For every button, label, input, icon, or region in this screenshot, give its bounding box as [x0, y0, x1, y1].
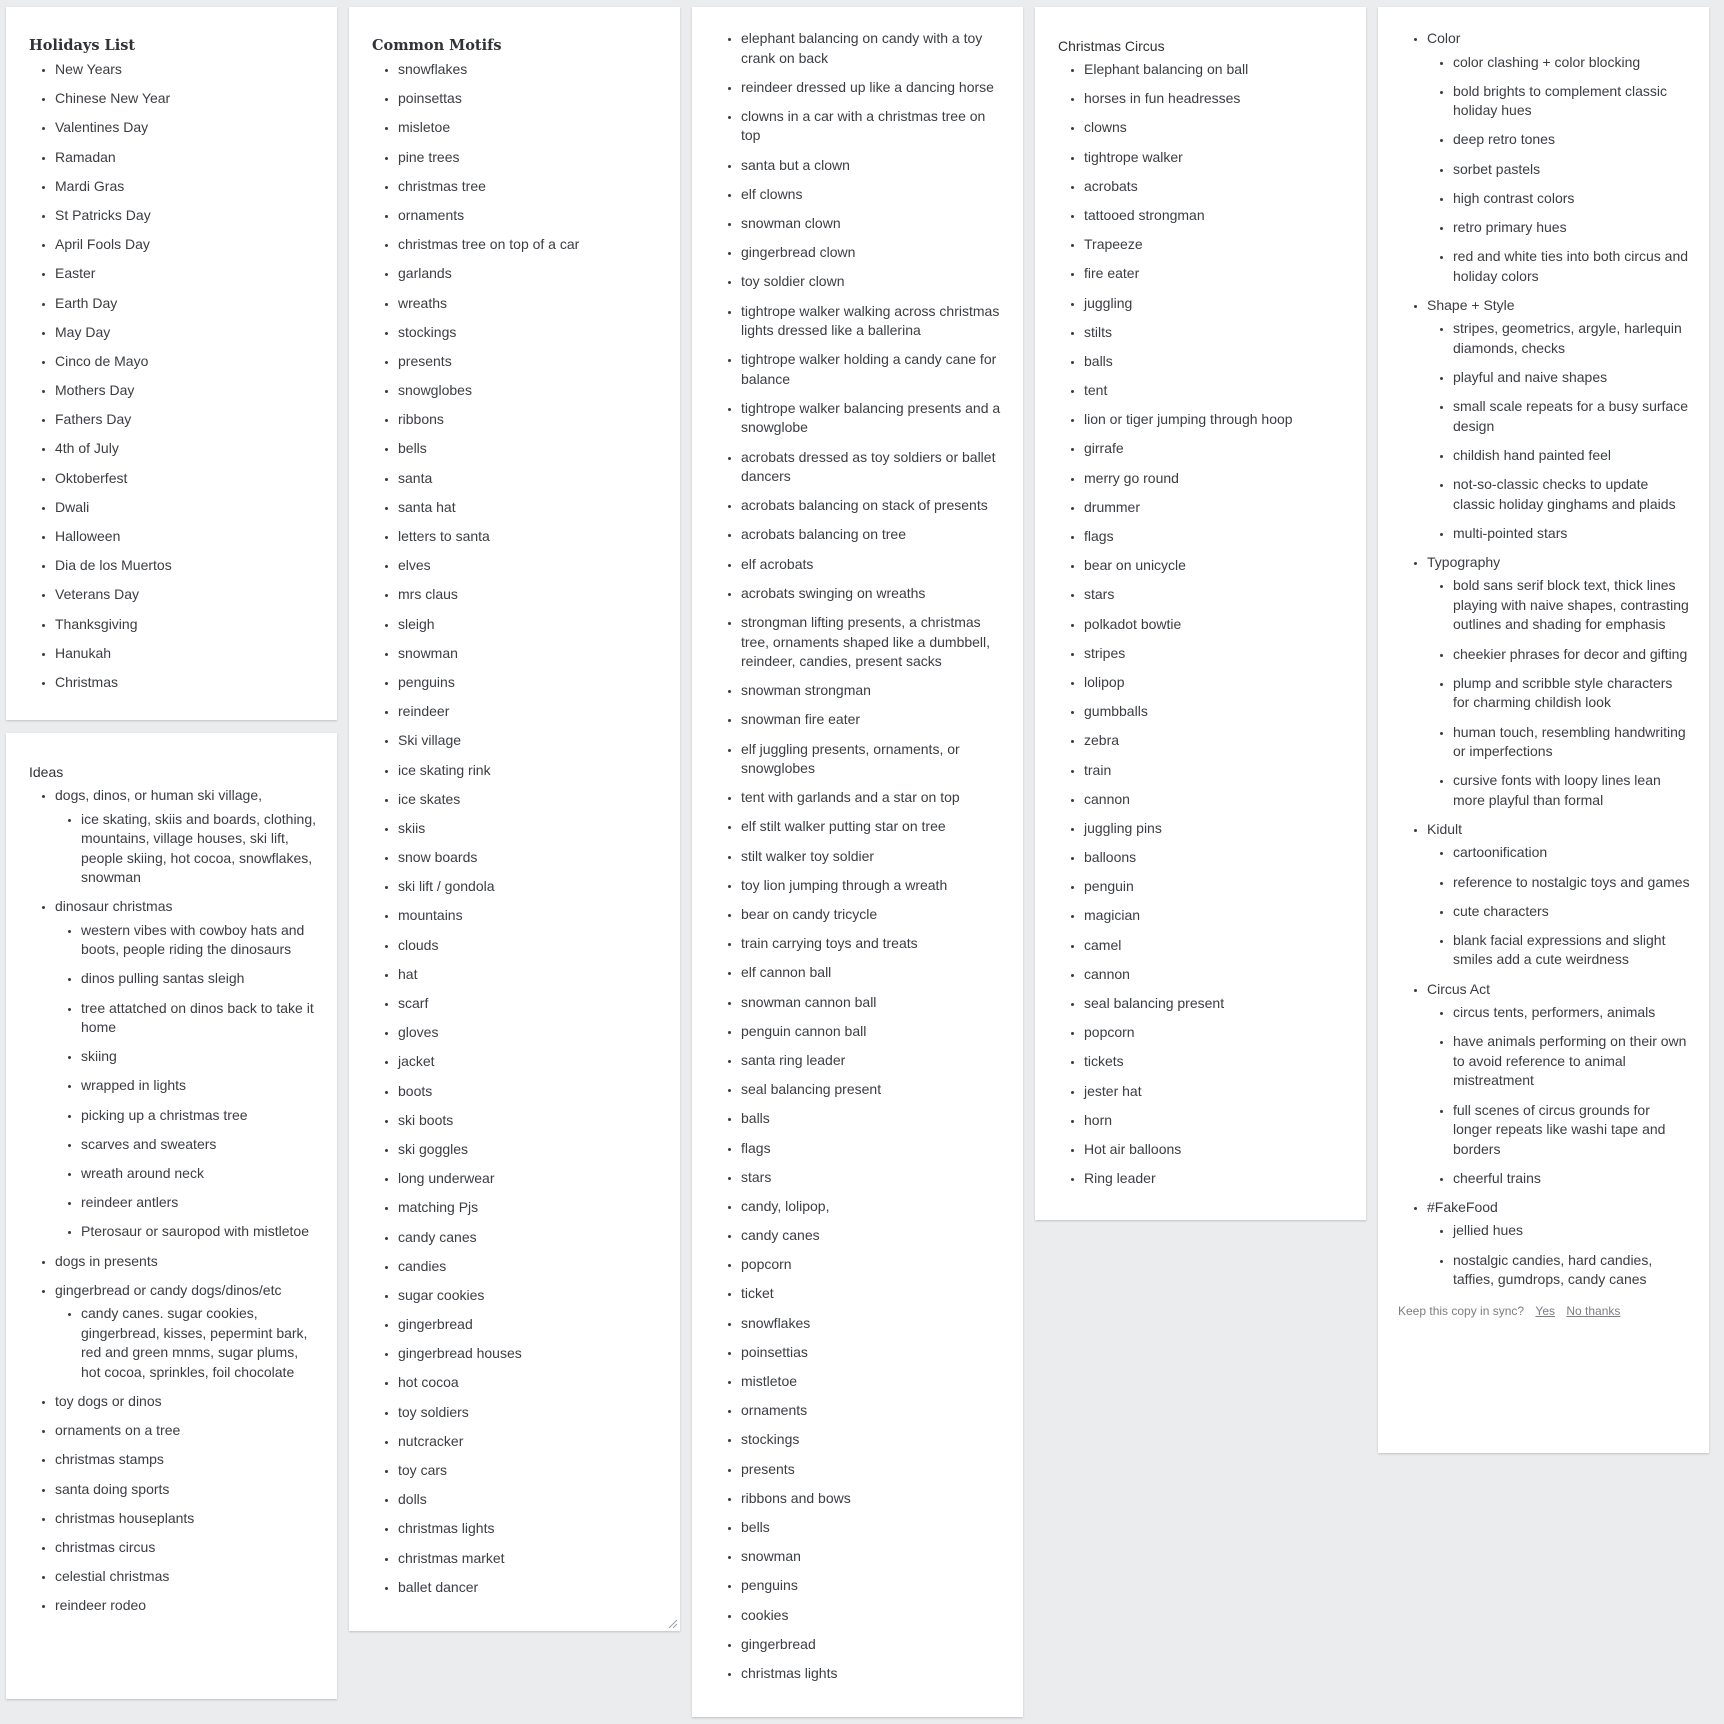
list-item: • deep retro tones — [1453, 130, 1691, 150]
list-item: • skiis — [398, 819, 662, 839]
list-item: • 4th of July — [55, 439, 319, 459]
resize-handle-icon[interactable] — [668, 1619, 678, 1629]
list-item — [1427, 296, 1691, 543]
note-ideas[interactable] — [6, 733, 337, 1699]
list-item: • elf acrobats — [741, 555, 1005, 575]
list-item: • cheerful trains — [1453, 1169, 1691, 1189]
list-item: • bold sans serif block text, thick lines playing with naive shapes, contrasting outlines and shading for emphasis — [1453, 576, 1691, 635]
list-item: • stars — [1084, 585, 1348, 605]
list-item: • stars — [741, 1168, 1005, 1188]
list-item: • penguin — [1084, 877, 1348, 897]
list-item-text: dinosaur christmas — [55, 898, 173, 915]
list-item: • jellied hues — [1453, 1221, 1691, 1241]
list-item: • snowman — [741, 1547, 1005, 1567]
list-item: • red and white ties into both circus and holiday colors — [1453, 247, 1691, 286]
list-item-text: dogs, dinos, or human ski village, — [55, 787, 262, 803]
list-item: • Hanukah — [55, 644, 319, 664]
list-item: • hat — [398, 965, 662, 985]
list-item: • pine trees — [398, 148, 662, 168]
sync-no-thanks-link[interactable]: No thanks — [1566, 1303, 1621, 1318]
list-item: • Hot air balloons — [1084, 1140, 1348, 1160]
list-item: • tickets — [1084, 1052, 1348, 1072]
list-item: • Chinese New Year — [55, 89, 319, 109]
list-item: • christmas tree on top of a car — [398, 235, 662, 255]
list-item: • lion or tiger jumping through hoop — [1084, 410, 1348, 430]
list-item: • cheekier phrases for decor and gifting — [1453, 645, 1691, 665]
list-item: • nutcracker — [398, 1432, 662, 1452]
list-item: • jacket — [398, 1052, 662, 1072]
circus-ideas-list — [715, 29, 1005, 1683]
list-item: • flags — [1084, 527, 1348, 547]
christmas-circus-list — [1058, 60, 1348, 1189]
list-item: • cannon — [1084, 790, 1348, 810]
list-item: • stilt walker toy soldier — [741, 847, 1005, 867]
list-item: • ice skates — [398, 790, 662, 810]
list-item: • tightrope walker balancing presents and a snowglobe — [741, 399, 1005, 438]
sub-list — [55, 810, 319, 888]
list-item: • Fathers Day — [55, 410, 319, 430]
list-item: • garlands — [398, 264, 662, 284]
list-item: • penguin cannon ball — [741, 1022, 1005, 1042]
list-item-text: Color — [1427, 30, 1461, 46]
list-item: • scarves and sweaters — [81, 1135, 319, 1155]
list-item: • boots — [398, 1082, 662, 1102]
list-item: • acrobats balancing on stack of presents — [741, 496, 1005, 516]
list-item: • bells — [398, 439, 662, 459]
list-item: • ribbons and bows — [741, 1489, 1005, 1509]
list-item: • Oktoberfest — [55, 469, 319, 489]
note-christmas-circus[interactable] — [1035, 7, 1366, 1220]
list-item: • snowflakes — [741, 1314, 1005, 1334]
list-item: • mrs claus — [398, 585, 662, 605]
list-item: • snowman cannon ball — [741, 993, 1005, 1013]
list-item: • tent with garlands and a star on top — [741, 788, 1005, 808]
list-item: • snowflakes — [398, 60, 662, 80]
list-item: • picking up a christmas tree — [81, 1106, 319, 1126]
list-item: • tightrope walker holding a candy cane for balance — [741, 350, 1005, 389]
list-item: • reindeer — [398, 702, 662, 722]
list-item: • christmas tree — [398, 177, 662, 197]
list-item: • retro primary hues — [1453, 218, 1691, 238]
list-item: • tattooed strongman — [1084, 206, 1348, 226]
list-item: • merry go round — [1084, 469, 1348, 489]
list-item: • reindeer antlers — [81, 1193, 319, 1213]
list-item: • Valentines Day — [55, 118, 319, 138]
list-item: • bells — [741, 1518, 1005, 1538]
list-item: • human touch, resembling handwriting or imperfections — [1453, 723, 1691, 762]
sync-yes-link[interactable]: Yes — [1535, 1303, 1555, 1318]
list-item: • acrobats swinging on wreaths — [741, 584, 1005, 604]
list-item: • mistletoe — [741, 1372, 1005, 1392]
list-item: • santa hat — [398, 498, 662, 518]
list-item — [55, 786, 319, 888]
sub-list — [1427, 319, 1691, 543]
list-item: • gingerbread houses — [398, 1344, 662, 1364]
list-item: • zebra — [1084, 731, 1348, 751]
list-item: • toy soldiers — [398, 1403, 662, 1423]
list-item: • Elephant balancing on ball — [1084, 60, 1348, 80]
list-item: • poinsettas — [398, 89, 662, 109]
list-item: • ski boots — [398, 1111, 662, 1131]
list-item: • Dwali — [55, 498, 319, 518]
list-item: • magician — [1084, 906, 1348, 926]
list-item: • color clashing + color blocking — [1453, 53, 1691, 73]
list-item: • popcorn — [741, 1255, 1005, 1275]
list-item: • ice skating rink — [398, 761, 662, 781]
list-item: • Mardi Gras — [55, 177, 319, 197]
list-item: • ballet dancer — [398, 1578, 662, 1598]
note-title: Ideas — [29, 764, 64, 780]
list-item: • tightrope walker — [1084, 148, 1348, 168]
sync-prompt-text: Keep this copy in sync? — [1398, 1303, 1525, 1318]
list-item: • Ring leader — [1084, 1169, 1348, 1189]
list-item: • May Day — [55, 323, 319, 343]
list-item-text: Kidult — [1427, 820, 1463, 837]
note-style-trends[interactable] — [1378, 7, 1709, 1453]
list-item: • ribbons — [398, 410, 662, 430]
list-item: • acrobats dressed as toy soldiers or ballet dancers — [741, 448, 1005, 487]
list-item: • santa ring leader — [741, 1051, 1005, 1071]
list-item: • celestial christmas — [55, 1567, 319, 1587]
list-item: • candy, lolipop, — [741, 1197, 1005, 1217]
sub-list — [1427, 1221, 1691, 1289]
list-item — [1427, 820, 1691, 970]
list-item: • letters to santa — [398, 527, 662, 547]
list-item: • cannon — [1084, 965, 1348, 985]
list-item: • flags — [741, 1139, 1005, 1159]
list-item: • Halloween — [55, 527, 319, 547]
list-item: • Earth Day — [55, 294, 319, 314]
list-item: • western vibes with cowboy hats and boots, people riding the dinosaurs — [81, 921, 319, 960]
list-item: • train — [1084, 761, 1348, 781]
note-title: Christmas Circus — [1058, 38, 1165, 54]
list-item: • Christmas — [55, 673, 319, 693]
note-title: Holidays List — [29, 37, 136, 54]
list-item — [55, 1281, 319, 1383]
list-item-text: #FakeFood — [1427, 1198, 1498, 1215]
sub-list — [1427, 843, 1691, 970]
list-item: • christmas lights — [398, 1519, 662, 1539]
list-item: • elf cannon ball — [741, 963, 1005, 983]
list-item: • snowman clown — [741, 214, 1005, 234]
list-item: • toy dogs or dinos — [55, 1392, 319, 1412]
list-item: • stripes, geometrics, argyle, harlequin diamonds, checks — [1453, 319, 1691, 358]
list-item: • toy lion jumping through a wreath — [741, 876, 1005, 896]
list-item: • Dia de los Muertos — [55, 556, 319, 576]
note-common-motifs[interactable] — [349, 7, 680, 1631]
list-item: • hot cocoa — [398, 1373, 662, 1393]
list-item: • juggling pins — [1084, 819, 1348, 839]
list-item: • cartoonification — [1453, 843, 1691, 863]
list-item: • elf juggling presents, ornaments, or snowglobes — [741, 740, 1005, 779]
list-item: • have animals performing on their own to avoid reference to animal mistreatment — [1453, 1032, 1691, 1091]
list-item: • playful and naive shapes — [1453, 368, 1691, 388]
list-item: • candies — [398, 1257, 662, 1277]
list-item: • lolipop — [1084, 673, 1348, 693]
list-item: • blank facial expressions and slight smiles add a cute weirdness — [1453, 931, 1691, 970]
list-item: • balls — [1084, 352, 1348, 372]
list-item: • poinsettias — [741, 1343, 1005, 1363]
list-item: • cute characters — [1453, 902, 1691, 922]
list-item-text: Typography — [1427, 553, 1501, 570]
list-item: • dinos pulling santas sleigh — [81, 969, 319, 989]
list-item: • clouds — [398, 936, 662, 956]
list-item-text: Shape + Style — [1427, 296, 1515, 313]
sub-list — [1427, 576, 1691, 810]
note-circus-ideas[interactable] — [692, 7, 1023, 1717]
list-item: • April Fools Day — [55, 235, 319, 255]
sub-list — [1427, 53, 1691, 287]
list-item: • scarf — [398, 994, 662, 1014]
list-item: • snowman strongman — [741, 681, 1005, 701]
list-item: • sleigh — [398, 615, 662, 635]
list-item: • santa but a clown — [741, 156, 1005, 176]
list-item: • ski goggles — [398, 1140, 662, 1160]
list-item: • seal balancing present — [741, 1080, 1005, 1100]
list-item: • snowglobes — [398, 381, 662, 401]
list-item: • elephant balancing on candy with a toy crank on back — [741, 29, 1005, 68]
list-item: • balloons — [1084, 848, 1348, 868]
list-item — [55, 897, 319, 1242]
list-item: • long underwear — [398, 1169, 662, 1189]
list-item: • ornaments — [741, 1401, 1005, 1421]
list-item: • christmas circus — [55, 1538, 319, 1558]
list-item: • bold brights to complement classic holiday hues — [1453, 82, 1691, 121]
list-item: • ticket — [741, 1284, 1005, 1304]
list-item: • St Patricks Day — [55, 206, 319, 226]
list-item: • Veterans Day — [55, 585, 319, 605]
list-item: • gloves — [398, 1023, 662, 1043]
list-item: • ornaments — [398, 206, 662, 226]
list-item: • ice skating, skiis and boards, clothing, mountains, village houses, ski lift, people skiing, hot cocoa, snowflakes, snowman — [81, 810, 319, 888]
list-item: • tent — [1084, 381, 1348, 401]
sub-list — [55, 921, 319, 1242]
list-item: • juggling — [1084, 294, 1348, 314]
list-item: • skiing — [81, 1047, 319, 1067]
list-item: • snow boards — [398, 848, 662, 868]
list-item-text: gingerbread or candy dogs/dinos/etc — [55, 1281, 282, 1298]
note-holidays-list[interactable] — [6, 7, 337, 720]
list-item: • jester hat — [1084, 1082, 1348, 1102]
list-item: • acrobats — [1084, 177, 1348, 197]
list-item: • clowns — [1084, 118, 1348, 138]
sub-list — [55, 1304, 319, 1382]
list-item — [1427, 553, 1691, 810]
list-item: • Pterosaur or sauropod with mistletoe — [81, 1222, 319, 1242]
list-item: • bear on unicycle — [1084, 556, 1348, 576]
list-item: • gingerbread — [741, 1635, 1005, 1655]
list-item-text: Circus Act — [1427, 980, 1491, 997]
sync-prompt-row — [1398, 1304, 1691, 1318]
list-item: • reindeer dressed up like a dancing horse — [741, 78, 1005, 98]
list-item: • christmas lights — [741, 1664, 1005, 1684]
list-item: • plump and scribble style characters for charming childish look — [1453, 674, 1691, 713]
list-item: • ski lift / gondola — [398, 877, 662, 897]
holidays-list — [29, 60, 319, 692]
list-item: • dolls — [398, 1490, 662, 1510]
list-item: • circus tents, performers, animals — [1453, 1003, 1691, 1023]
list-item: • Cinco de Mayo — [55, 352, 319, 372]
motifs-list — [372, 60, 662, 1597]
list-item: • Ski village — [398, 731, 662, 751]
ideas-list — [29, 786, 319, 1616]
list-item: • wrapped in lights — [81, 1076, 319, 1096]
list-item: • popcorn — [1084, 1023, 1348, 1043]
style-list — [1401, 29, 1691, 1290]
list-item: • tree attatched on dinos back to take it home — [81, 999, 319, 1038]
list-item: • christmas market — [398, 1549, 662, 1569]
list-item: • bear on candy tricycle — [741, 905, 1005, 925]
list-item: • misletoe — [398, 118, 662, 138]
list-item: • Trapeeze — [1084, 235, 1348, 255]
list-item: • ornaments on a tree — [55, 1421, 319, 1441]
list-item: • train carrying toys and treats — [741, 934, 1005, 954]
list-item: • acrobats balancing on tree — [741, 525, 1005, 545]
list-item: • matching Pjs — [398, 1198, 662, 1218]
list-item: • girrafe — [1084, 439, 1348, 459]
list-item: • candy canes — [398, 1228, 662, 1248]
list-item: • camel — [1084, 936, 1348, 956]
list-item: • candy canes — [741, 1226, 1005, 1246]
list-item: • fire eater — [1084, 264, 1348, 284]
list-item: • elf stilt walker putting star on tree — [741, 817, 1005, 837]
list-item: • stockings — [398, 323, 662, 343]
list-item: • balls — [741, 1109, 1005, 1129]
list-item: • reindeer rodeo — [55, 1596, 319, 1616]
list-item — [1427, 29, 1691, 286]
list-item: • santa doing sports — [55, 1480, 319, 1500]
list-item — [1427, 980, 1691, 1189]
list-item: • high contrast colors — [1453, 189, 1691, 209]
list-item: • cursive fonts with loopy lines lean more playful than formal — [1453, 771, 1691, 810]
list-item: • full scenes of circus grounds for longer repeats like washi tape and borders — [1453, 1101, 1691, 1160]
list-item: • clowns in a car with a christmas tree on top — [741, 107, 1005, 146]
list-item: • gingerbread — [398, 1315, 662, 1335]
list-item: • horn — [1084, 1111, 1348, 1131]
list-item: • penguins — [741, 1576, 1005, 1596]
list-item: • santa — [398, 469, 662, 489]
list-item: • Easter — [55, 264, 319, 284]
list-item: • tightrope walker walking across christmas lights dressed like a ballerina — [741, 302, 1005, 341]
list-item: • elf clowns — [741, 185, 1005, 205]
list-item: • horses in fun headresses — [1084, 89, 1348, 109]
note-title: Common Motifs — [372, 37, 502, 54]
list-item: • not-so-classic checks to update classic holiday ginghams and plaids — [1453, 475, 1691, 514]
list-item: • reference to nostalgic toys and games — [1453, 873, 1691, 893]
list-item: • toy soldier clown — [741, 272, 1005, 292]
list-item: • mountains — [398, 906, 662, 926]
list-item: • dogs in presents — [55, 1252, 319, 1272]
list-item: • snowman fire eater — [741, 710, 1005, 730]
list-item: • gumbballs — [1084, 702, 1348, 722]
list-item: • wreath around neck — [81, 1164, 319, 1184]
list-item: • Thanksgiving — [55, 615, 319, 635]
list-item: • sorbet pastels — [1453, 160, 1691, 180]
list-item: • multi-pointed stars — [1453, 524, 1691, 544]
list-item: • drummer — [1084, 498, 1348, 518]
list-item: • sugar cookies — [398, 1286, 662, 1306]
list-item: • cookies — [741, 1606, 1005, 1626]
list-item: • toy cars — [398, 1461, 662, 1481]
list-item: • presents — [741, 1460, 1005, 1480]
list-item — [1427, 1198, 1691, 1290]
list-item: • gingerbread clown — [741, 243, 1005, 263]
list-item: • presents — [398, 352, 662, 372]
list-item: • New Years — [55, 60, 319, 80]
list-item: • penguins — [398, 673, 662, 693]
list-item: • Mothers Day — [55, 381, 319, 401]
list-item: • wreaths — [398, 294, 662, 314]
list-item: • candy canes. sugar cookies, gingerbread, kisses, pepermint bark, red and green mnms, sugar plums, hot cocoa, sprinkles, foil chocolate — [81, 1304, 319, 1382]
list-item: • childish hand painted feel — [1453, 446, 1691, 466]
list-item: • nostalgic candies, hard candies, taffies, gumdrops, candy canes — [1453, 1251, 1691, 1290]
list-item: • polkadot bowtie — [1084, 615, 1348, 635]
list-item: • Ramadan — [55, 148, 319, 168]
list-item: • stilts — [1084, 323, 1348, 343]
sub-list — [1427, 1003, 1691, 1188]
list-item: • christmas houseplants — [55, 1509, 319, 1529]
list-item: • stockings — [741, 1430, 1005, 1450]
list-item: • elves — [398, 556, 662, 576]
list-item: • stripes — [1084, 644, 1348, 664]
list-item: • strongman lifting presents, a christmas tree, ornaments shaped like a dumbbell, reindeer, candies, present sacks — [741, 613, 1005, 672]
list-item: • christmas stamps — [55, 1450, 319, 1470]
list-item: • small scale repeats for a busy surface design — [1453, 397, 1691, 436]
list-item: • snowman — [398, 644, 662, 664]
list-item: • seal balancing present — [1084, 994, 1348, 1014]
